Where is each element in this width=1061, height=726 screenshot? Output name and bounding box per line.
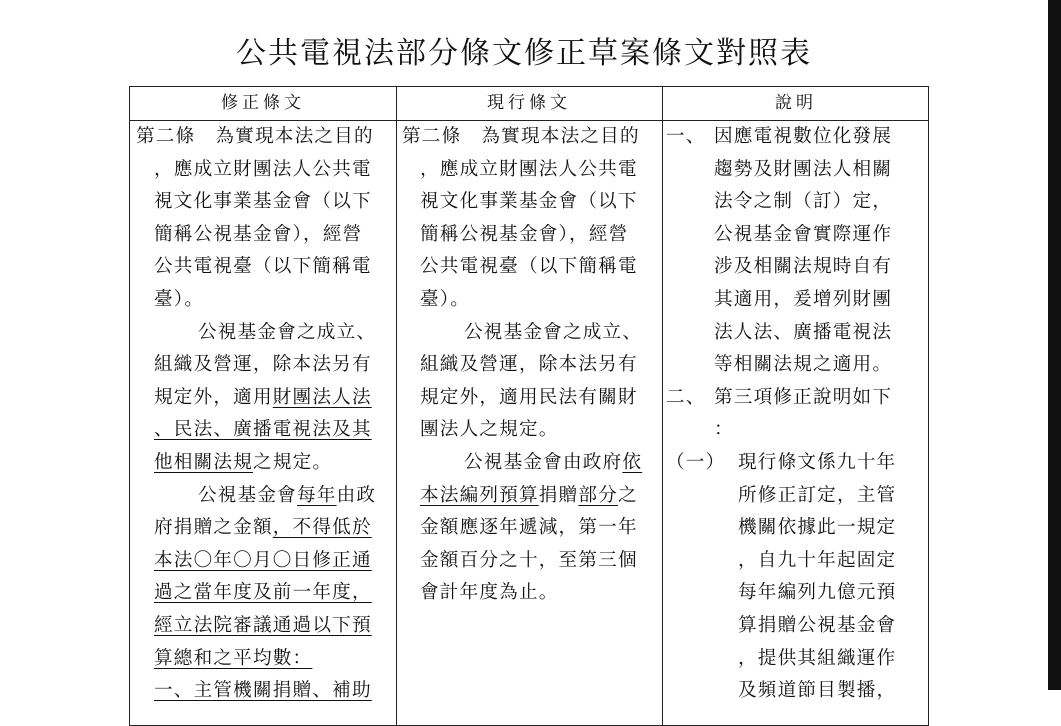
text-line: 及頻道節目製播， (738, 680, 897, 702)
text-line: 簡稱公視基金會），經營 (154, 223, 363, 245)
amended-column (136, 121, 394, 708)
underlined-text: 財團法人法 (272, 386, 372, 408)
text-segment: 府捐贈之金額 (154, 517, 273, 539)
underlined-text: 依 (622, 451, 643, 473)
text-segment: 之 (617, 484, 638, 506)
text-line: 機關依據此一規定 (738, 517, 897, 539)
underlined-text: 、民法、廣播電視法及其 (154, 419, 372, 441)
text-line: ，應成立財團法人公共電 (154, 158, 372, 180)
text-line (402, 121, 660, 154)
text-line (402, 447, 660, 480)
text-line: 趨勢及財團法人相關 (714, 158, 893, 180)
text-line: 團法人之規定。 (420, 419, 559, 441)
text-segment: 捐贈 (538, 484, 579, 506)
text-line: ： (714, 419, 734, 441)
underlined-text: 部分 (578, 484, 618, 506)
text-line (136, 382, 394, 415)
underlined-text: ，不得低於 (272, 517, 372, 539)
text-segment: 現行條文係九十年 (738, 451, 897, 473)
text-line: 簡稱公視基金會），經營 (420, 223, 629, 245)
text-line (666, 382, 928, 415)
column-divider (396, 87, 397, 725)
underlined-text: 經立法院審議通過以下預 (154, 614, 372, 636)
text-line: ，應成立財團法人公共電 (420, 158, 638, 180)
article-label: 第二條 (402, 126, 462, 147)
text-line (136, 577, 394, 610)
header-explanation: 說明 (775, 93, 817, 113)
underlined-text: 一、主管機關捐贈、補助 (154, 680, 372, 702)
text-line: 法人法、廣播電視法 (714, 321, 893, 343)
comparison-table (129, 86, 929, 726)
underlined-text: 過之當年度及前一年度， (154, 582, 372, 604)
underlined-text: 每年 (296, 484, 337, 506)
text-line: 每年編列九億元預 (738, 582, 897, 604)
text-line (666, 121, 928, 154)
current-column (402, 121, 660, 610)
text-line (136, 447, 394, 480)
text-line: 涉及相關法規時自有 (714, 256, 893, 278)
text-line: 視文化事業基金會（以下 (154, 191, 372, 213)
text-line: 其適用，爰增列財團 (714, 288, 893, 310)
header-amended: 修正條文 (221, 93, 305, 113)
text-line: 組織及營運，除本法另有 (420, 354, 638, 376)
text-line (136, 675, 394, 708)
text-segment: 規定外，適用 (154, 386, 273, 408)
text-line: 金額百分之十，至第三個 (420, 549, 638, 571)
header-current: 現行條文 (487, 93, 571, 113)
text-segment: 公視基金會由政府 (464, 451, 623, 473)
text-line: 臺）。 (420, 288, 471, 310)
text-segment: 為實現本法之目的 (481, 126, 640, 147)
text-line: 會計年度為止。 (420, 582, 559, 604)
underlined-text: 他相關法規 (154, 451, 253, 473)
text-line (136, 610, 394, 643)
list-marker: （一） (666, 451, 726, 473)
text-segment: 因應電視數位化發展 (714, 126, 893, 147)
text-line: 臺）。 (154, 288, 205, 310)
list-marker: 二、 (666, 386, 706, 408)
text-line: 規定外，適用民法有關財 (420, 386, 638, 408)
text-line: 法令之制（訂）定， (714, 191, 893, 213)
text-line (136, 480, 394, 513)
text-line: 視文化事業基金會（以下 (420, 191, 638, 213)
text-line: 金額應逐年遞減，第一年 (420, 517, 638, 539)
text-line: 所修正訂定，主管 (738, 484, 897, 506)
text-segment: 之規定。 (252, 451, 333, 473)
text-line: 組織及營運，除本法另有 (154, 354, 372, 376)
list-marker: 一、 (666, 126, 706, 147)
underlined-text: 算總和之平均數： (154, 647, 313, 669)
text-line (666, 447, 928, 480)
text-line: 公共電視臺（以下簡稱電 (420, 256, 638, 278)
text-segment: 由政 (336, 484, 377, 506)
text-line: 公共電視臺（以下簡稱電 (154, 256, 372, 278)
underlined-text: 本法編列預算 (420, 484, 539, 506)
window-edge (1048, 0, 1061, 690)
text-line (136, 545, 394, 578)
underlined-text: 本法〇年〇月〇日修正通 (154, 549, 372, 571)
column-divider (662, 87, 663, 725)
article-label: 第二條 (136, 126, 196, 147)
text-line: ，自九十年起固定 (738, 549, 897, 571)
text-line (136, 643, 394, 676)
text-segment: 公視基金會 (198, 484, 297, 506)
text-line (136, 121, 394, 154)
text-line: 公視基金會之成立、 (198, 321, 377, 343)
text-line (402, 480, 660, 513)
explanation-column (666, 121, 928, 708)
text-line: 公視基金會實際運作 (714, 223, 893, 245)
text-line (136, 512, 394, 545)
text-segment: 第三項修正說明如下 (714, 386, 893, 408)
text-line: 等相關法規之適用。 (714, 354, 893, 376)
page-title: 公共電視法部分條文修正草案條文對照表 (236, 36, 812, 71)
text-line: 算捐贈公視基金會 (738, 614, 897, 636)
text-line: 公視基金會之成立、 (464, 321, 643, 343)
text-line (136, 414, 394, 447)
text-line: ，提供其組織運作 (738, 647, 897, 669)
text-segment: 為實現本法之目的 (215, 126, 374, 147)
